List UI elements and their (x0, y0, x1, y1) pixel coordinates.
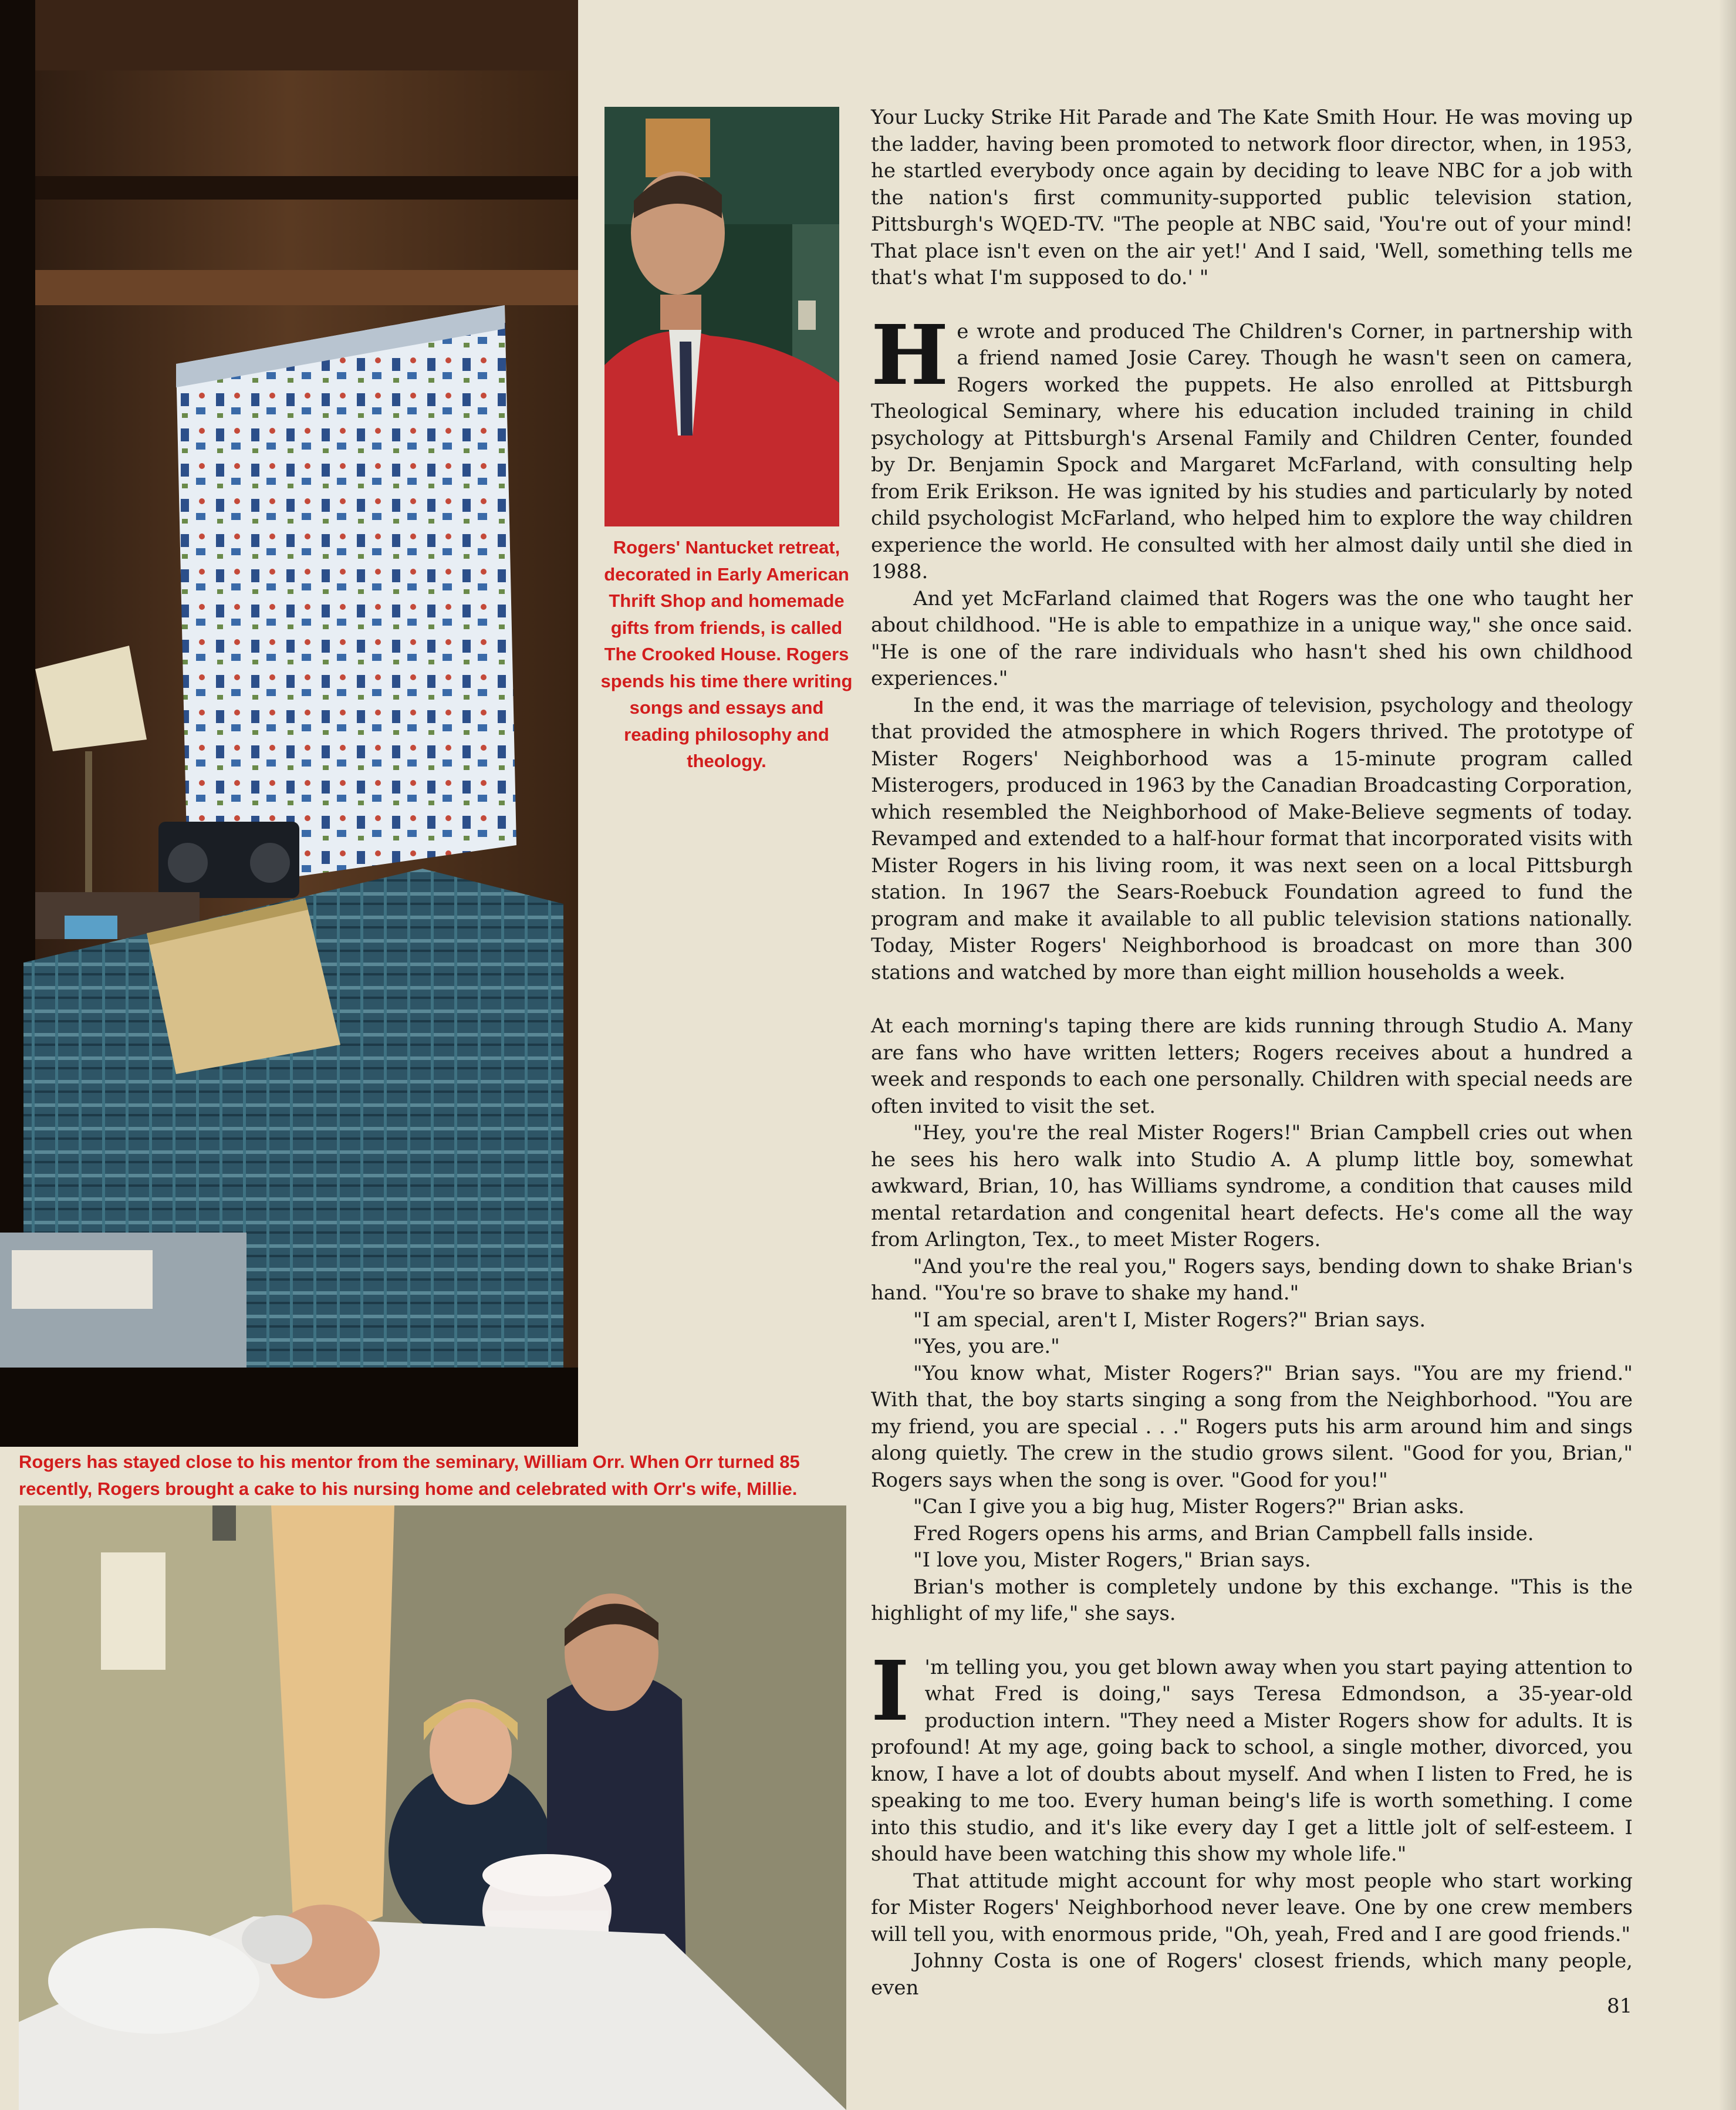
paragraph-text: e wrote and produced The Children's Corner, in partnership with a friend named Josie Carey. Though he wasn't seen on camera, Rogers worked the puppets. He also enrolled at Pittsburgh Theological Seminary, where his education included training in child psychology at Pittsburgh's Arsenal Family and Children Center, founded by Dr. Benjamin Spock and Margaret McFarland, with consulting help from Erik Erikson. He was ignited by his studies and particularly by noted child psychologist McFarland, who helped him to explore the way children experience the world. He consulted with her almost daily until she died in 1988. (871, 319, 1633, 583)
article-paragraph-dropcap-i (871, 1643, 1633, 1868)
page-gutter-shadow (1718, 0, 1736, 2110)
article-paragraph: "Can I give you a big hug, Mister Rogers?" Brian asks. (913, 1495, 1465, 1518)
paragraph-text: 'm telling you, you get blown away when you start paying attention to what Fred is doing," says Teresa Edmondson, a 35-year-old production intern. "They need a Mister Rogers show for adults. It is profound! At my age, going back to school, a single mother, divorced, you know, I have a lot of doubts about myself. And when I listen to Fred, he is speaking to me too. Every human being's life is worth something. I come into this studio, and it's like every day I get a little jolt of self-esteem. I should have been watching this show my whole life." (871, 1655, 1633, 1866)
article-paragraph: "Yes, you are." (913, 1335, 1060, 1358)
mentor-caption-line-2: recently, Rogers brought a cake to his nursing home and celebrated with Orr's wife, Millie. (19, 1478, 798, 1499)
article-paragraph: Your Lucky Strike Hit Parade and The Kate Smith Hour. He was moving up the ladder, having been promoted to network floor director, when, in 1953, he startled everybody once again by deciding to leave NBC for a job with the nation's first community-supported public television station, Pittsburgh's WQED-TV. "The people at NBC said, 'You're out of your mind! That place isn't even on the air yet!' And I said, 'Well, something tells me that's what I'm supposed to do.' " (871, 106, 1633, 289)
drop-cap: I (871, 1643, 910, 1740)
article-paragraph: "Hey, you're the real Mister Rogers!" Brian Campbell cries out when he sees his hero walk into Studio A. A plump little boy, somewhat awkward, Brian, 10, has Williams syndrome, a condition that causes mild mental retardation and congenital heart defects. He's come all the way from Arlington, Tex., to meet Mister Rogers. (871, 1121, 1633, 1251)
nursing-home-photo (19, 1505, 846, 2110)
nantucket-cabin-photo (0, 0, 578, 1447)
cabin-photo-illustration (0, 0, 578, 1447)
drop-cap: H (871, 307, 949, 404)
article-paragraph: "I am special, aren't I, Mister Rogers?" Brian says. (913, 1308, 1426, 1332)
article-paragraph: Fred Rogers opens his arms, and Brian Campbell falls inside. (913, 1521, 1534, 1545)
article-paragraph: "You know what, Mister Rogers?" Brian says. "You are my friend." With that, the boy starts singing a song from the Neighborhood. "You are my friend, you are special . . ." Rogers puts his arm around him and sings along quietly. The crew in the studio grows silent. "Good for you, Brian," Rogers says when the song is over. "Good for you!" (871, 1361, 1633, 1492)
celebration-illustration (19, 1505, 846, 2110)
portrait-illustration (604, 107, 839, 526)
article-paragraph: "I love you, Mister Rogers," Brian says. (913, 1548, 1311, 1572)
mentor-caption-line-1: Rogers has stayed close to his mentor from the seminary, William Orr. When Orr turned 85 (19, 1451, 800, 1472)
article-paragraph: Brian's mother is completely undone by this exchange. "This is the highlight of my life," she says. (871, 1575, 1633, 1625)
article-paragraph: In the end, it was the marriage of television, psychology and theology that provided the atmosphere in which Rogers thrived. The prototype of Mister Rogers' Neighborhood was a 15-minute program called Misterogers, produced in 1963 by the Canadian Broadcasting Corporation, which resembled the Neighborhood of Make-Believe segments of today. Revamped and extended to a half-hour format that incorporated visits with Mister Rogers in his living room, it was next seen on a local Pittsburgh station. In 1967 the Sears-Roebuck Foundation agreed to fund the program and make it available to all public television stations nationally. Today, Mister Rogers' Neighborhood is broadcast on more than 300 stations and watched by more than eight million households a week. (871, 693, 1633, 984)
mentor-caption (19, 1449, 852, 1502)
article-paragraph: At each morning's taping there are kids running through Studio A. Many are fans who have written letters; Rogers receives about a hundred a week and responds to each one personally. Children with special needs are often invited to visit the set. (871, 1014, 1633, 1118)
article-body (871, 104, 1633, 2001)
article-paragraph: Johnny Costa is one of Rogers' closest friends, which many people, even (871, 1949, 1633, 2000)
article-paragraph: And yet McFarland claimed that Rogers was the one who taught her about childhood. "He is able to empathize in a unique way," she once said. "He is one of the rare individuals who hasn't shed his own childhood experiences." (871, 586, 1633, 690)
nantucket-caption: Rogers' Nantucket retreat, decorated in Early American Thrift Shop and homemade gifts from friends, is called The Crooked House. Rogers spends his time there writing songs and essays and reading philosophy and theology. (600, 537, 853, 771)
rogers-portrait-photo (604, 107, 839, 526)
page-number: 81 (1607, 1994, 1633, 2018)
article-paragraph: That attitude might account for why most people who start working for Mister Rogers' Neighborhood never leave. One by one crew members will tell you, with enormous pride, "Oh, yeah, Fred and I are good friends." (871, 1869, 1633, 1946)
article-paragraph-dropcap-h (871, 307, 1633, 586)
article-paragraph: "And you're the real you," Rogers says, bending down to shake Brian's hand. "You're so brave to shake my hand." (871, 1254, 1633, 1305)
